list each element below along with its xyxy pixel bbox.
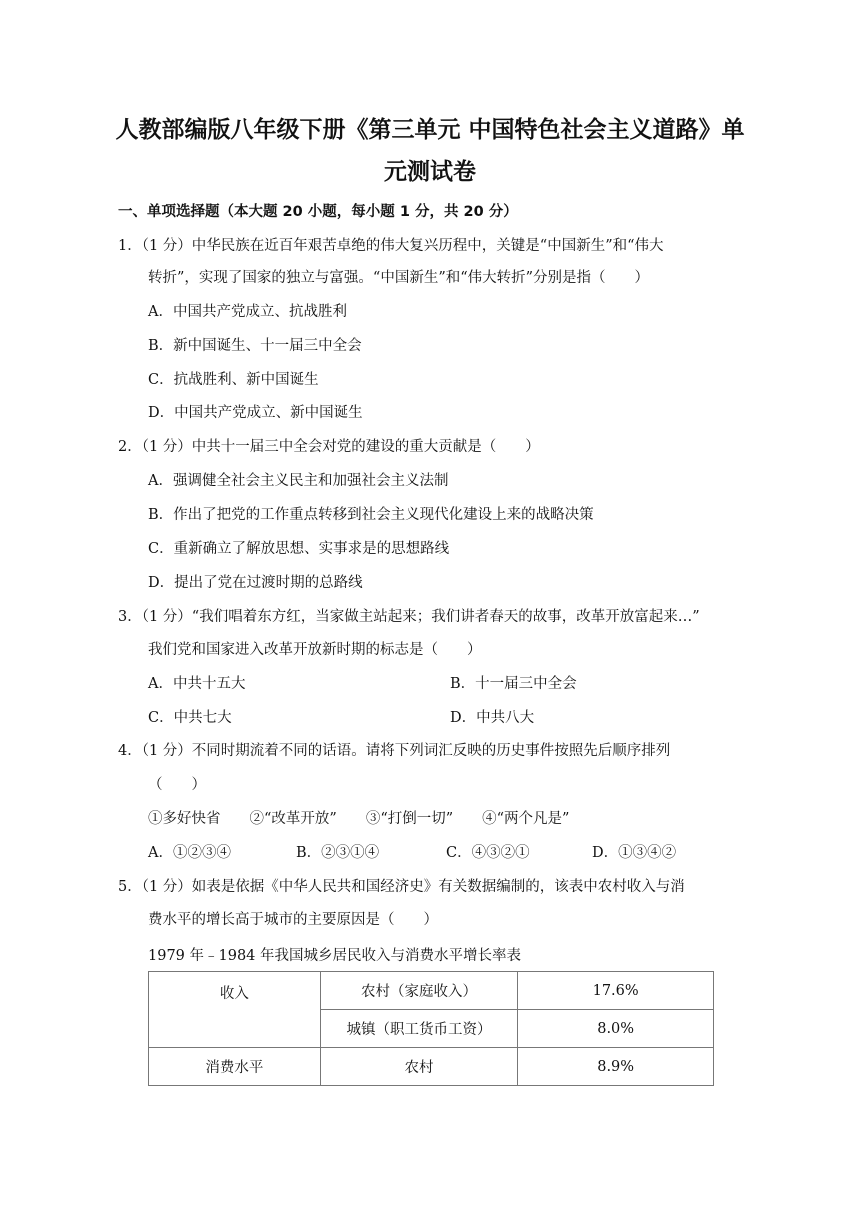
question-4-option-b: B．②③①④ (296, 845, 380, 861)
question-3-option-c: C．中共七大 (148, 710, 232, 726)
question-3-option-a: A．中共十五大 (148, 676, 246, 692)
question-5-stem-line-1: 5．（1 分）如表是依据《中华人民共和国经济史》有关数据编制的，该表中农村收入与消 (118, 879, 685, 895)
table-cell: 8.0% (518, 1010, 714, 1048)
question-4-option-a: A．①②③④ (148, 845, 231, 861)
question-3-stem-line-1: 3．（1 分）“我们唱着东方红，当家做主站起来；我们讲者春天的故事，改革开放富起来…” (118, 609, 700, 625)
table-cell-income: 收入 (149, 972, 321, 1048)
question-3-stem-line-2: 我们党和国家进入改革开放新时期的标志是（ ） (148, 642, 482, 658)
document-title-line-1: 人教部编版八年级下册《第三单元 中国特色社会主义道路》单 (115, 117, 745, 143)
section-heading: 一、单项选择题（本大题 20 小题，每小题 1 分，共 20 分） (118, 204, 518, 220)
question-1-option-d: D．中国共产党成立、新中国诞生 (148, 405, 363, 421)
table-caption: 1979 年﹣1984 年我国城乡居民收入与消费水平增长率表 (148, 948, 522, 964)
table-cell: 农村 (320, 1048, 518, 1086)
question-4-stem-line-2: （ ） (148, 777, 206, 793)
question-2-option-c: C．重新确立了解放思想、实事求是的思想路线 (148, 541, 450, 557)
question-4-option-d: D．①③④② (592, 845, 677, 861)
table-row (149, 972, 714, 1010)
question-1-option-b: B．新中国诞生、十一届三中全会 (148, 338, 362, 354)
table-cell: 农村（家庭收入） (320, 972, 518, 1010)
question-4-items: ①多好快省 ②“改革开放” ③“打倒一切” ④“两个凡是” (148, 811, 570, 827)
table-cell-consumption: 消费水平 (149, 1048, 321, 1086)
question-1-option-c: C．抗战胜利、新中国诞生 (148, 372, 319, 388)
question-5-stem-line-2: 费水平的增长高于城市的主要原因是（ ） (148, 912, 438, 928)
question-2-stem: 2．（1 分）中共十一届三中全会对党的建设的重大贡献是（ ） (118, 439, 540, 455)
question-1-option-a: A．中国共产党成立、抗战胜利 (148, 304, 347, 320)
table-row (149, 1048, 714, 1086)
question-4-option-c: C．④③②① (446, 845, 530, 861)
question-2-option-d: D．提出了党在过渡时期的总路线 (148, 575, 363, 591)
table-cell: 8.9% (518, 1048, 714, 1086)
data-table (148, 971, 714, 1086)
table-cell: 17.6% (518, 972, 714, 1010)
question-1-stem-line-1: 1．（1 分）中华民族在近百年艰苦卓绝的伟大复兴历程中，关键是“中国新生”和“伟大 (118, 238, 664, 254)
table-cell: 城镇（职工货币工资） (320, 1010, 518, 1048)
question-3-option-b: B．十一届三中全会 (450, 676, 577, 692)
question-1-stem-line-2: 转折”，实现了国家的独立与富强。“中国新生”和“伟大转折”分别是指（ ） (148, 270, 650, 286)
document-title-line-2: 元测试卷 (384, 159, 476, 185)
question-2-option-a: A．强调健全社会主义民主和加强社会主义法制 (148, 473, 449, 489)
question-4-stem-line-1: 4．（1 分）不同时期流着不同的话语。请将下列词汇反映的历史事件按照先后顺序排列 (118, 743, 671, 759)
question-3-option-d: D．中共八大 (450, 710, 535, 726)
question-2-option-b: B．作出了把党的工作重点转移到社会主义现代化建设上来的战略决策 (148, 507, 594, 523)
